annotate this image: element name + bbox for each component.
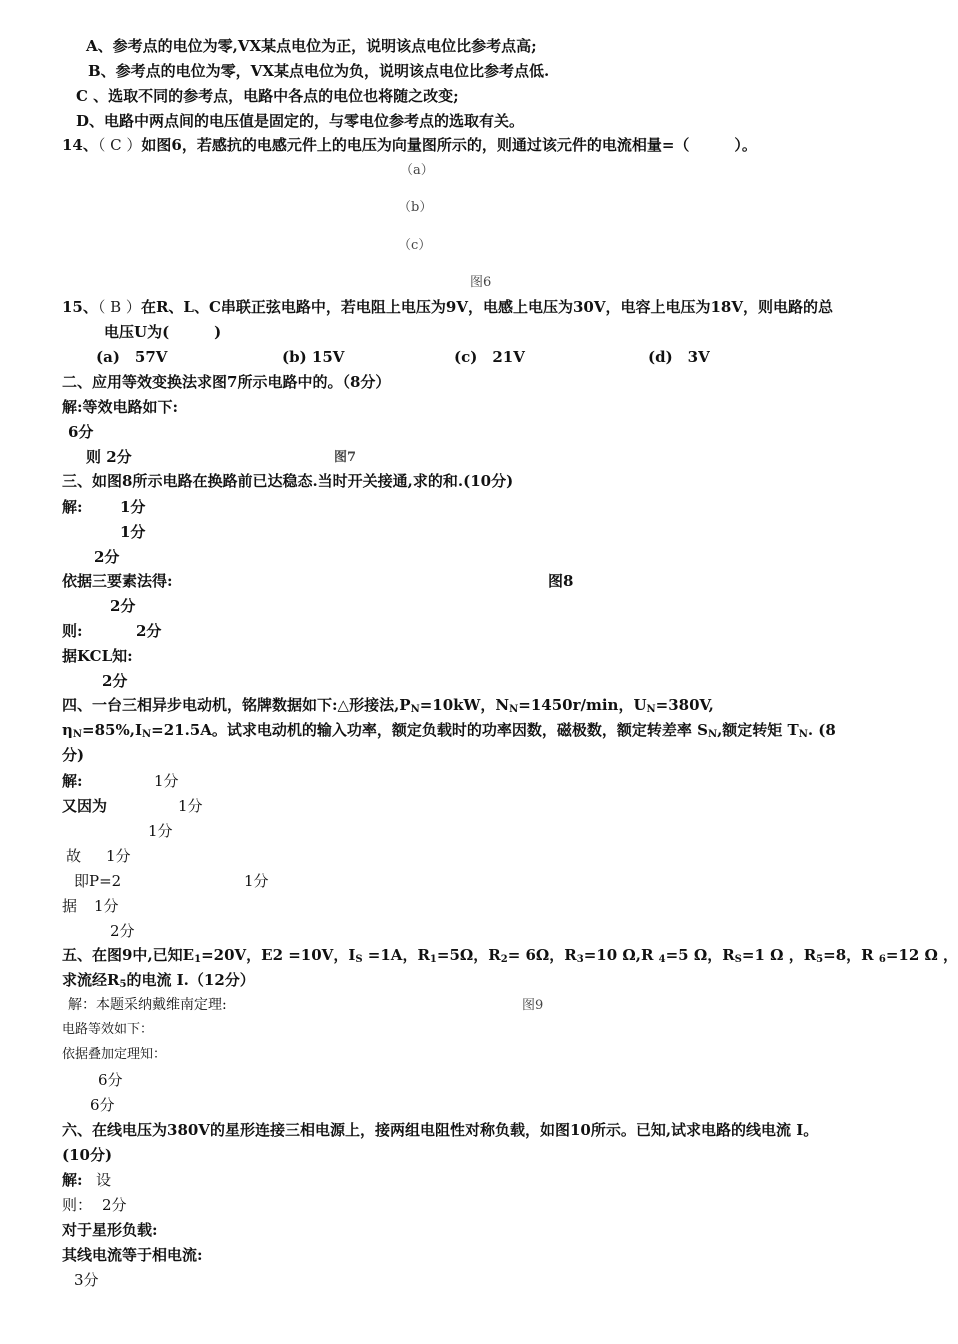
section-6-points-2: 3分 <box>74 1271 99 1289</box>
section-3-points-5: 2分 <box>136 622 162 640</box>
section-6-star-load: 对于星形负载: <box>62 1221 158 1239</box>
q15-option-c: (c) 21V <box>454 348 525 366</box>
section-4-so: 故 <box>66 847 82 865</box>
q13-option-c: C 、选取不同的参考点，电路中各点的电位也将随之改变; <box>76 87 459 105</box>
section-4-solution: 解: <box>62 772 83 790</box>
section-3-kcl: 据KCL知: <box>62 647 133 665</box>
q15-text-line2: 电压U为( ) <box>104 323 222 341</box>
section-5-superposition: 依据叠加定理知： <box>62 1047 167 1062</box>
section-5-points-1: 6分 <box>98 1071 123 1089</box>
figure-8-caption: 图8 <box>548 572 574 590</box>
section-3-title: 三、如图8所示电路在换路前已达稳态.当时开关接通,求的和.(10分) <box>62 472 514 490</box>
q15-question <box>62 297 833 317</box>
section-4-title-line2: $\eta_N=85\%,I_N=21.5A$。试求电动机的输入功率，额定负载时的功率因数，磁极数，额定转差率 $S_N$,额定转矩 $T_N$. (8 <box>62 721 836 740</box>
q14-option-a: （a） <box>400 163 434 178</box>
section-2-title: 二、应用等效变换法求图7所示电路中的。（8分） <box>62 373 391 391</box>
q13-option-a: A、参考点的电位为零,VX某点电位为正，说明该点电位比参考点高; <box>86 37 537 55</box>
figure-7-caption: 图7 <box>334 450 357 465</box>
section-2-points-1: 6分 <box>68 423 94 441</box>
section-3-then: 则: <box>62 622 83 640</box>
q14-question <box>62 135 757 155</box>
q14-option-c: （c） <box>398 238 432 253</box>
section-6-line-current: 其线电流等于相电流: <box>62 1246 203 1264</box>
section-4-points-4: 1分 <box>106 847 131 865</box>
section-4-points-3: 1分 <box>148 822 173 840</box>
section-4-according: 据 <box>62 897 78 915</box>
section-6-title-line2: (10分) <box>62 1146 113 1164</box>
q13-option-b: B、参考点的电位为零，VX某点电位为负，说明该点电位比参考点低. <box>88 62 550 80</box>
section-6-title: 六、在线电压为380V的星形连接三相电源上，接两组电阻性对称负载，如图10所示。已知,试求电路的线电流 I。 <box>62 1121 819 1139</box>
section-4-points-5: 1分 <box>244 872 269 890</box>
section-5-equivalent: 电路等效如下： <box>62 1022 154 1037</box>
q14-option-b: （b） <box>398 200 433 215</box>
section-6-points-1: 2分 <box>102 1196 127 1214</box>
section-4-points-2: 1分 <box>178 797 203 815</box>
section-2-solution: 解:等效电路如下: <box>62 398 179 416</box>
section-3-three-element: 依据三要素法得: <box>62 572 173 590</box>
q15-answer: （ B ） <box>97 298 141 316</box>
section-3-points-1: 1分 <box>120 498 146 516</box>
figure-9-caption: 图9 <box>522 998 544 1013</box>
section-5-title-line2: 求流经$R_5$的电流 I.（12分） <box>62 971 255 990</box>
q13-option-d: D、电路中两点间的电压值是固定的，与零电位参考点的选取有关。 <box>76 112 525 130</box>
section-4-title: 四、一台三相异步电动机，铭牌数据如下:△形接法$,P_N=10kW$，$N_N=1450r/\min$，$U_N=380V$, <box>62 696 714 715</box>
section-3-solution: 解: <box>62 498 83 516</box>
section-3-points-6: 2分 <box>102 672 128 690</box>
q14-number: 14、 <box>62 136 98 154</box>
section-5-points-2: 6分 <box>90 1096 115 1114</box>
q15-text: 在R、L、C串联正弦电路中，若电阻上电压为9V，电感上电压为30V，电容上电压为18V，则电路的总 <box>140 298 833 316</box>
section-5-solution: 解：本题采纳戴维南定理: <box>68 997 227 1013</box>
section-4-points-1: 1分 <box>154 772 179 790</box>
q15-option-d: (d) 3V <box>648 348 710 366</box>
q14-answer: （ C ） <box>97 136 142 154</box>
section-3-points-3: 2分 <box>94 548 120 566</box>
section-3-points-2: 1分 <box>120 523 146 541</box>
section-4-points-7: 2分 <box>110 922 135 940</box>
section-4-points-6: 1分 <box>94 897 119 915</box>
section-4-pole-pairs: 即P=2 <box>74 872 122 890</box>
section-6-then: 则： <box>62 1196 93 1214</box>
section-6-let: 设 <box>96 1171 112 1189</box>
section-6-solution: 解: <box>62 1171 83 1189</box>
figure-6-caption: 图6 <box>470 275 492 290</box>
q15-number: 15、 <box>62 298 98 316</box>
section-4-because: 又因为 <box>62 797 108 815</box>
section-2-points-2: 则 2分 <box>86 448 132 466</box>
q15-option-a: (a) 57V <box>96 348 168 366</box>
section-4-title-line3: 分) <box>62 746 85 764</box>
section-3-points-4: 2分 <box>110 597 136 615</box>
section-5-title: 五、在图9中,已知$E_1=20V$，E2 =10V，$I_S =1A$，$R_1=5\Omega$，$R_2= 6\Omega$，$R_3=10$ Ω,R $_4$=5 Ω，$R_S=1$ Ω ，$R_5=8$，R $_6$=12 Ω ， <box>62 946 958 965</box>
q14-text: 如图6，若感抗的电感元件上的电压为向量图所示的，则通过该元件的电流相量=（ ）。 <box>141 136 757 154</box>
q15-option-b: (b) 15V <box>282 348 345 366</box>
